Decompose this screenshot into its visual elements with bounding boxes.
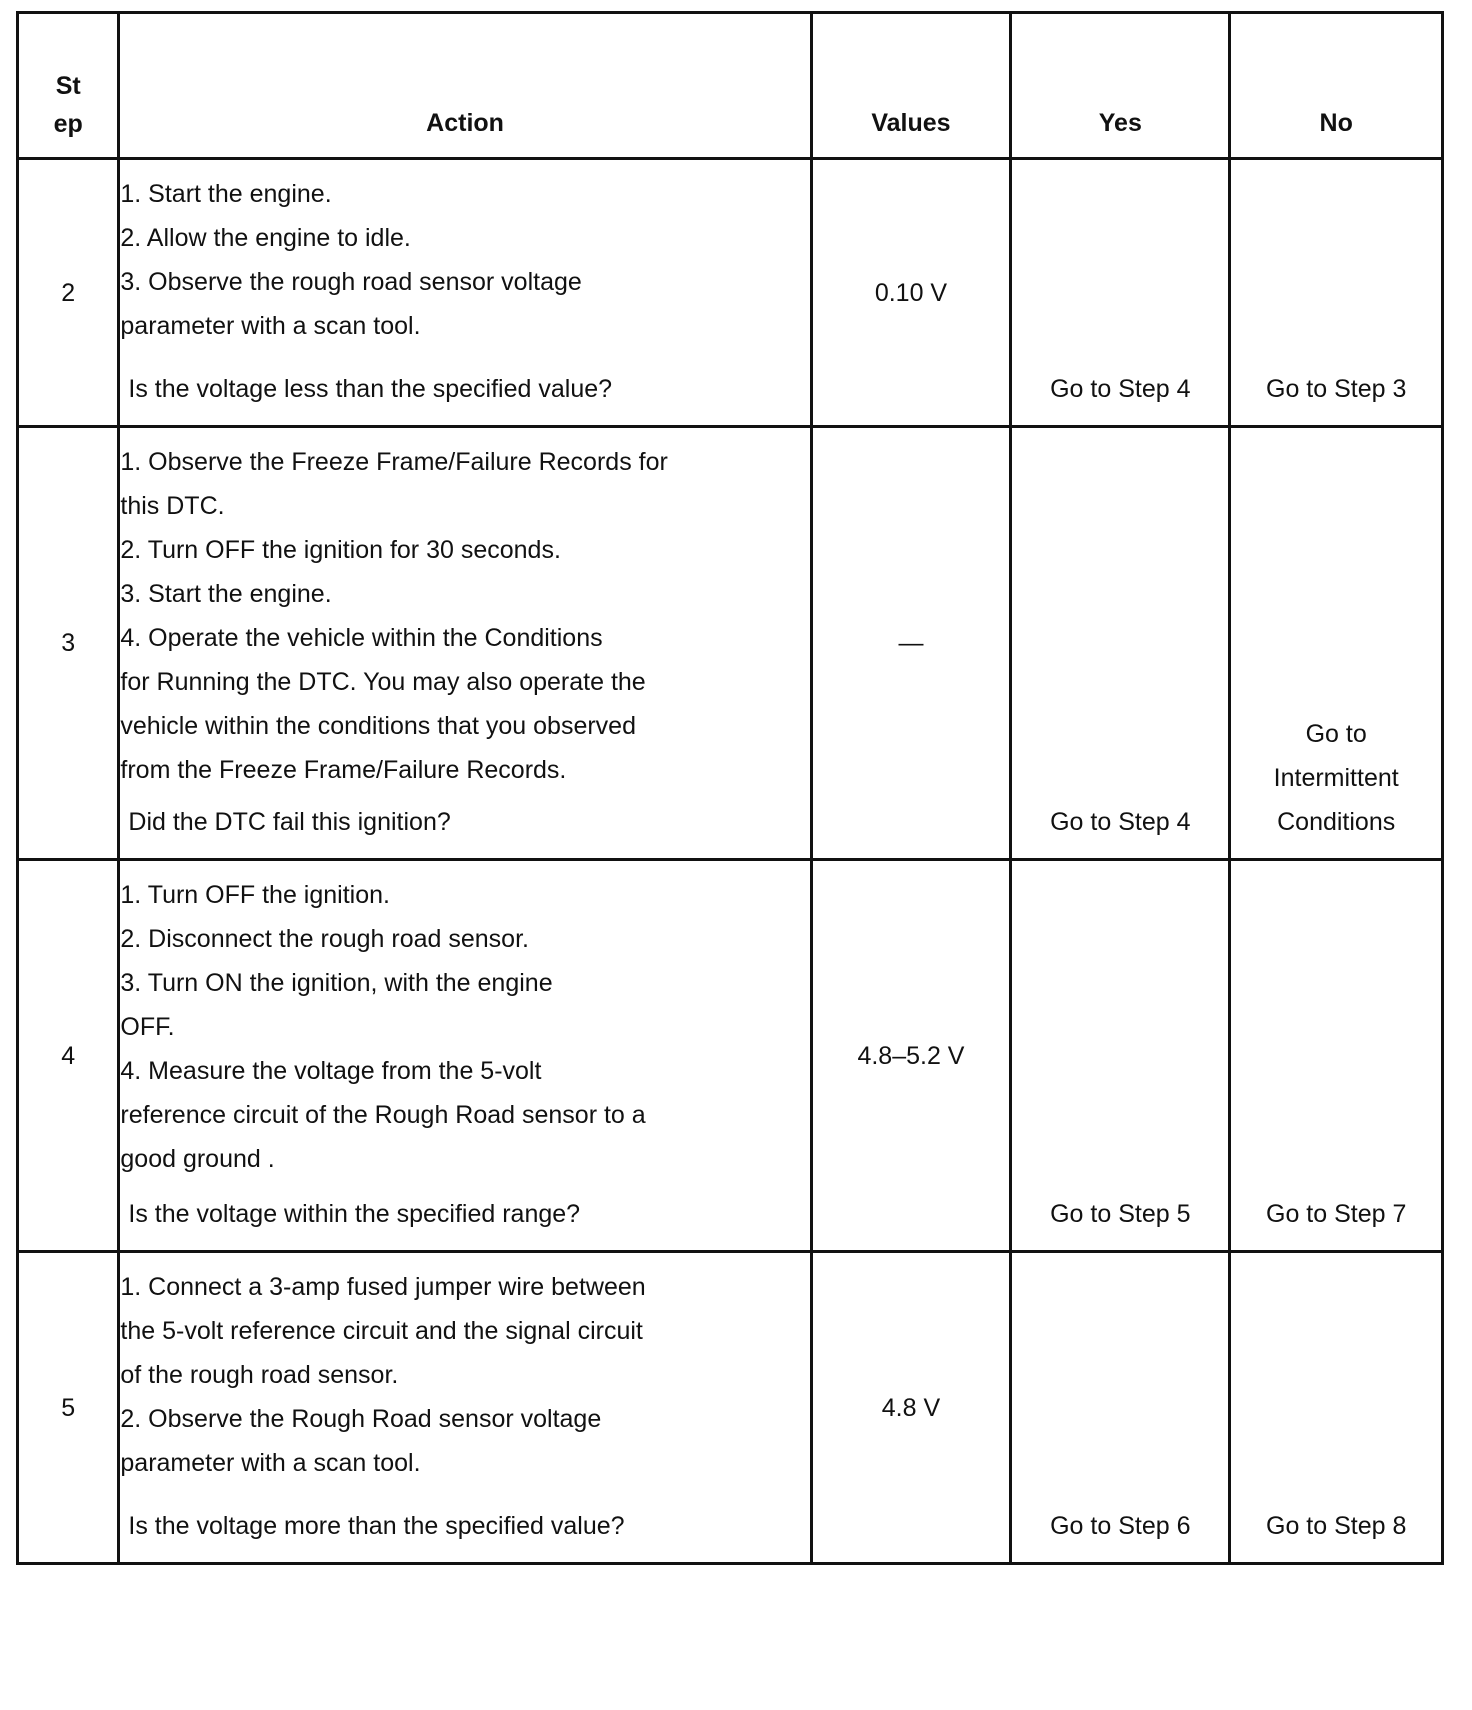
action-step-line: this DTC. [120, 492, 225, 520]
value-cell: 0.10 V [811, 159, 1011, 427]
step-number: 5 [18, 1252, 119, 1564]
header-row [18, 13, 1443, 159]
yes-result-line: Go to Step 4 [1050, 375, 1191, 403]
action-question: Is the voltage less than the specified value? [128, 375, 613, 403]
value-cell: — [811, 427, 1011, 860]
step-number: 2 [18, 159, 119, 427]
action-step-line: vehicle within the conditions that you observed [120, 712, 636, 740]
action-step-line: the 5-volt reference circuit and the signal circuit [120, 1317, 643, 1345]
yes-cell [1011, 159, 1230, 427]
action-question: Did the DTC fail this ignition? [128, 808, 451, 836]
action-step-line: 1. Turn OFF the ignition. [120, 881, 390, 909]
no-result-line: Intermittent [1273, 764, 1399, 792]
yes-cell [1011, 1252, 1230, 1564]
action-question: Is the voltage more than the specified value? [128, 1512, 625, 1540]
action-step-line: 1. Start the engine. [120, 180, 332, 208]
action-cell [119, 159, 811, 427]
action-step-line: of the rough road sensor. [120, 1361, 399, 1389]
header-step-line-2: ep [53, 110, 83, 138]
header-step [18, 13, 119, 159]
table-row [18, 860, 1443, 1252]
action-question: Is the voltage within the specified range? [128, 1200, 581, 1228]
no-result-line: Go to Step 8 [1266, 1512, 1407, 1540]
action-step-line: 3. Observe the rough road sensor voltage [120, 268, 582, 296]
header-values: Values [811, 13, 1011, 159]
action-step-line: good ground . [120, 1145, 275, 1173]
no-result-line: Go to [1305, 720, 1367, 748]
action-step-line: parameter with a scan tool. [120, 1449, 421, 1477]
value-cell: 4.8–5.2 V [811, 860, 1011, 1252]
action-step-line: 2. Allow the engine to idle. [120, 224, 411, 252]
no-cell [1230, 860, 1443, 1252]
yes-result-line: Go to Step 4 [1050, 808, 1191, 836]
no-result-line: Conditions [1277, 808, 1396, 836]
action-step-line: parameter with a scan tool. [120, 312, 421, 340]
header-action: Action [119, 13, 811, 159]
action-step-line: 2. Turn OFF the ignition for 30 seconds. [120, 536, 561, 564]
table-row [18, 1252, 1443, 1564]
action-cell [119, 860, 811, 1252]
action-step-line: reference circuit of the Rough Road sensor to a [120, 1101, 646, 1129]
action-step-line: OFF. [120, 1013, 175, 1041]
no-result-line: Go to Step 3 [1266, 375, 1407, 403]
action-step-line: 3. Turn ON the ignition, with the engine [120, 969, 553, 997]
table-row [18, 427, 1443, 860]
yes-result-line: Go to Step 5 [1050, 1200, 1191, 1228]
action-step-line: 1. Connect a 3-amp fused jumper wire between [120, 1273, 646, 1301]
action-step-line: 2. Observe the Rough Road sensor voltage [120, 1405, 602, 1433]
no-cell [1230, 159, 1443, 427]
no-cell [1230, 1252, 1443, 1564]
action-step-line: 1. Observe the Freeze Frame/Failure Records for [120, 448, 668, 476]
header-no: No [1230, 13, 1443, 159]
header-yes: Yes [1011, 13, 1230, 159]
action-step-line: 3. Start the engine. [120, 580, 332, 608]
action-step-line: 4. Measure the voltage from the 5-volt [120, 1057, 542, 1085]
header-step-line-1: St [55, 72, 81, 100]
diagnostic-table [16, 11, 1444, 1565]
action-cell [119, 427, 811, 860]
value-cell: 4.8 V [811, 1252, 1011, 1564]
action-step-line: 4. Operate the vehicle within the Conditions [120, 624, 603, 652]
action-cell [119, 1252, 811, 1564]
step-number: 4 [18, 860, 119, 1252]
yes-cell [1011, 860, 1230, 1252]
action-step-line: 2. Disconnect the rough road sensor. [120, 925, 529, 953]
action-step-line: for Running the DTC. You may also operate the [120, 668, 646, 696]
no-result-line: Go to Step 7 [1266, 1200, 1407, 1228]
table-row [18, 159, 1443, 427]
no-cell [1230, 427, 1443, 860]
step-number: 3 [18, 427, 119, 860]
yes-result-line: Go to Step 6 [1050, 1512, 1191, 1540]
action-step-line: from the Freeze Frame/Failure Records. [120, 756, 567, 784]
yes-cell [1011, 427, 1230, 860]
